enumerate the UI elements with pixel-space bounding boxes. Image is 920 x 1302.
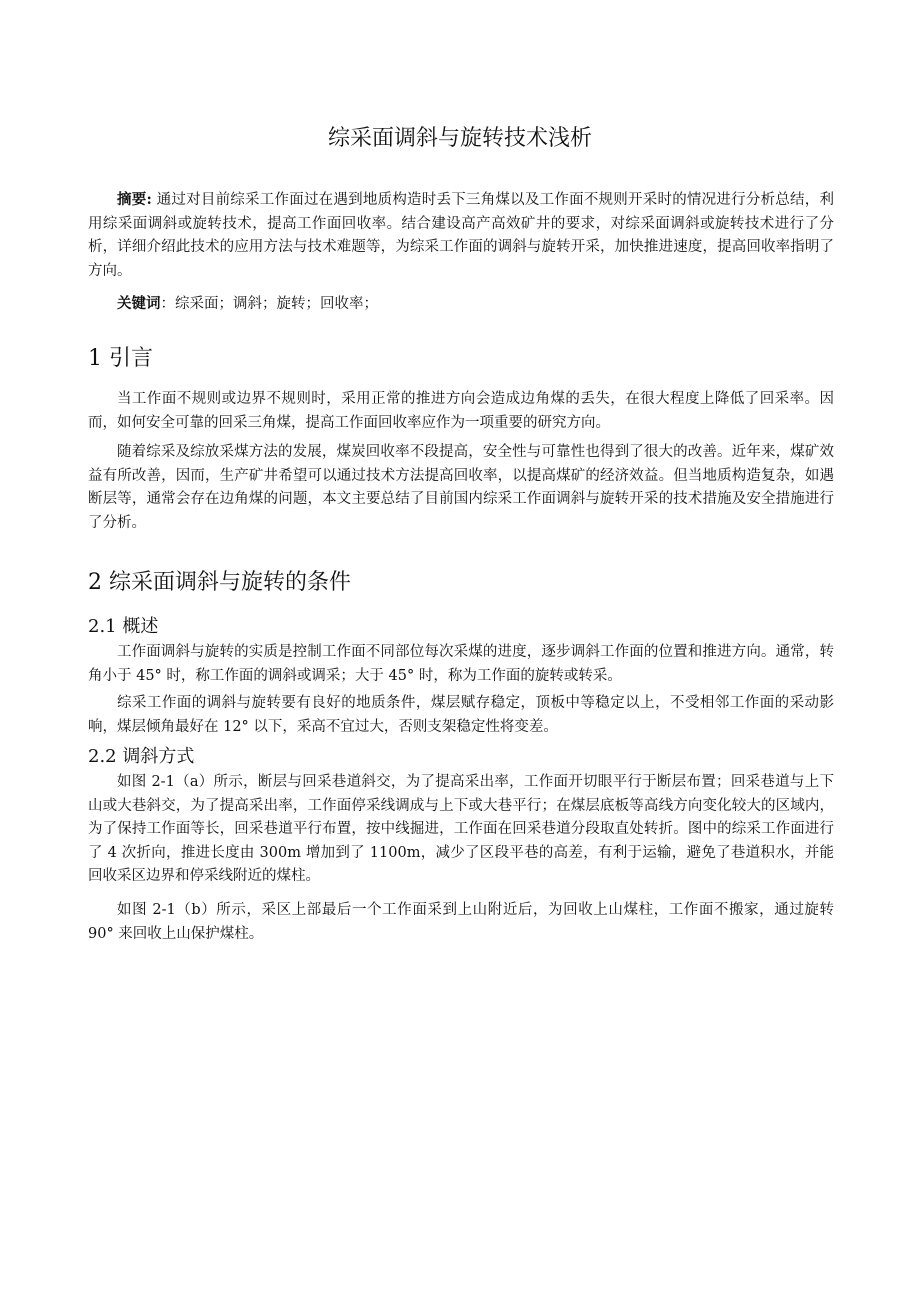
section-2-2-paragraph-1: 如图 2-1（a）所示，断层与回采巷道斜交，为了提高采出率，工作面开切眼平行于断层布置；回采巷道与上下山或大巷斜交，为了提高采出率，工作面停采线调成与上下或大巷平行；在煤层底板等高线方向变化较大的区域内，为了保持工作面等长，回采巷道平行布置，按中线掘进，工作面在回采巷道分段取直处转折。图中的综采工作面进行了 4 次折向，推进长度由 300m 增加到了 1100m，减少了区段平巷的高差，有利于运输，避免了巷道积水，并能回收采区边界和停采线附近的煤柱。 (88, 774, 834, 884)
abstract-text: 通过对目前综采工作面过在遇到地质构造时丢下三角煤以及工作面不规则开采时的情况进行分析总结，利用综采面调斜或旋转技术，提高工作面回收率。结合建设高产高效矿井的要求，对综采面调斜或旋转技术进行了分析，详细介绍此技术的应用方法与技术难题等，为综采工作面的调斜与旋转开采，加快推进速度，提高回收率指明了方向。 (88, 192, 834, 279)
section-2-2-heading: 2.2 调斜方式 (88, 746, 195, 767)
section-1-paragraph-2: 随着综采及综放采煤方法的发展，煤炭回收率不段提高，安全性与可靠性也得到了很大的改善。近年来，煤矿效益有所改善，因而，生产矿井希望可以通过技术方法提高回收率，以提高煤矿的经济效益。但当地质构造复杂，如遇断层等，通常会存在边角煤的问题，本文主要总结了目前国内综采工作面调斜与旋转开采的技术措施及安全措施进行了分析。 (88, 444, 834, 531)
section-1-heading: 1 引言 (88, 346, 153, 371)
abstract-paragraph (88, 188, 834, 283)
section-2-2-paragraph-2: 如图 2-1（b）所示，采区上部最后一个工作面采到上山附近后，为回收上山煤柱，工作面不搬家，通过旋转 90° 来回收上山保护煤柱。 (88, 902, 834, 942)
section-2-1-paragraph-1: 工作面调斜与旋转的实质是控制工作面不同部位每次采煤的进度，逐步调斜工作面的位置和推进方向。通常，转角小于 45° 时，称工作面的调斜或调采；大于 45° 时，称为工作面的旋转或转采。 (88, 644, 834, 684)
keywords-text: ：综采面；调斜；旋转；回收率； (160, 296, 378, 312)
section-1-paragraph-1: 当工作面不规则或边界不规则时，采用正常的推进方向会造成边角煤的丢失，在很大程度上降低了回采率。因而，如何安全可靠的回采三角煤，提高工作面回收率应作为一项重要的研究方向。 (88, 391, 834, 431)
keywords-label: 关键词 (117, 295, 161, 312)
section-2-heading: 2 综采面调斜与旋转的条件 (88, 570, 351, 595)
keywords-paragraph (88, 292, 834, 317)
section-2-1-heading: 2.1 概述 (88, 616, 159, 637)
section-2-1-paragraph-2: 综采工作面的调斜与旋转要有良好的地质条件，煤层赋存稳定，顶板中等稳定以上，不受相邻工作面的采动影响，煤层倾角最好在 12° 以下，采高不宜过大，否则支架稳定性将变差。 (88, 695, 834, 735)
abstract-label: 摘要: (117, 191, 152, 208)
document-title: 综采面调斜与旋转技术浅析 (327, 126, 592, 151)
